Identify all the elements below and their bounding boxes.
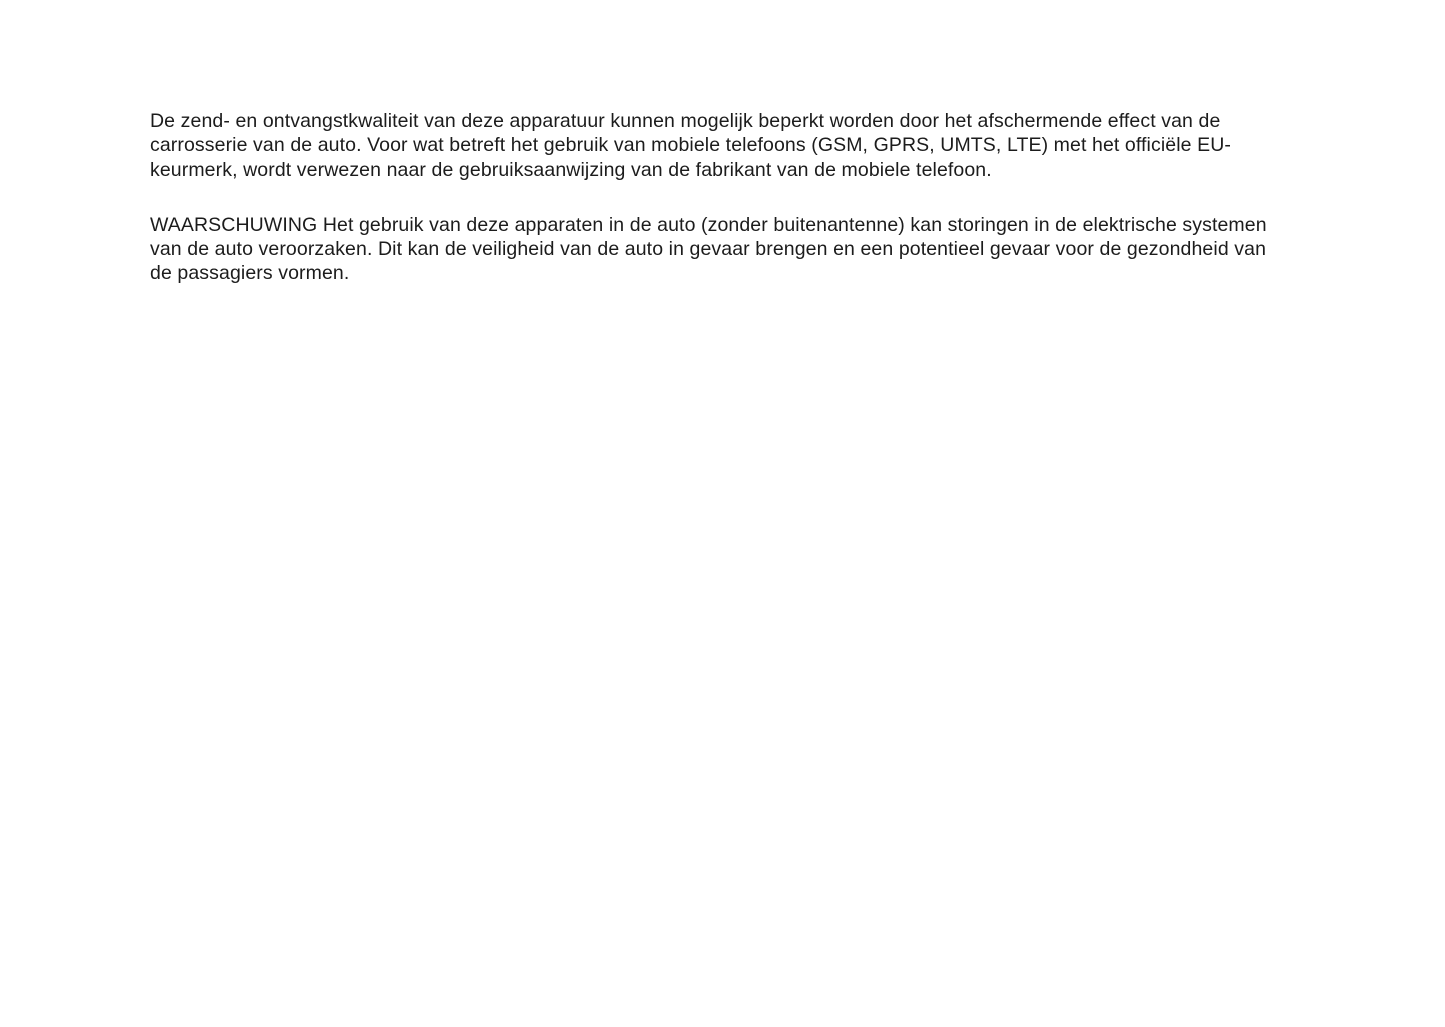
text-line: de passagiers vormen. xyxy=(150,262,350,285)
text-line: van de auto veroorzaken. Dit kan de veiligheid van de auto in gevaar brengen en een potentieel gevaar voor de gezondheid van xyxy=(150,238,1267,261)
text-line: keurmerk, wordt verwezen naar de gebruiksaanwijzing van de fabrikant van de mobiele telefoon. xyxy=(150,158,992,181)
paragraph-radio-reception-notice xyxy=(150,109,1280,182)
text-line: carrosserie van de auto. Voor wat betreft het gebruik van mobiele telefoons (GSM, GPRS, UMTS, LTE) met het officiële EU- xyxy=(150,134,1231,157)
text-line: De zend- en ontvangstkwaliteit van deze apparatuur kunnen mogelijk beperkt worden door het afschermende effect van de xyxy=(150,110,1221,132)
page-text-block xyxy=(150,109,1280,286)
paragraph-warning-notice xyxy=(150,213,1280,286)
text-line: WAARSCHUWING Het gebruik van deze apparaten in de auto (zonder buitenantenne) kan storingen in de elektrische systemen xyxy=(150,213,1267,236)
